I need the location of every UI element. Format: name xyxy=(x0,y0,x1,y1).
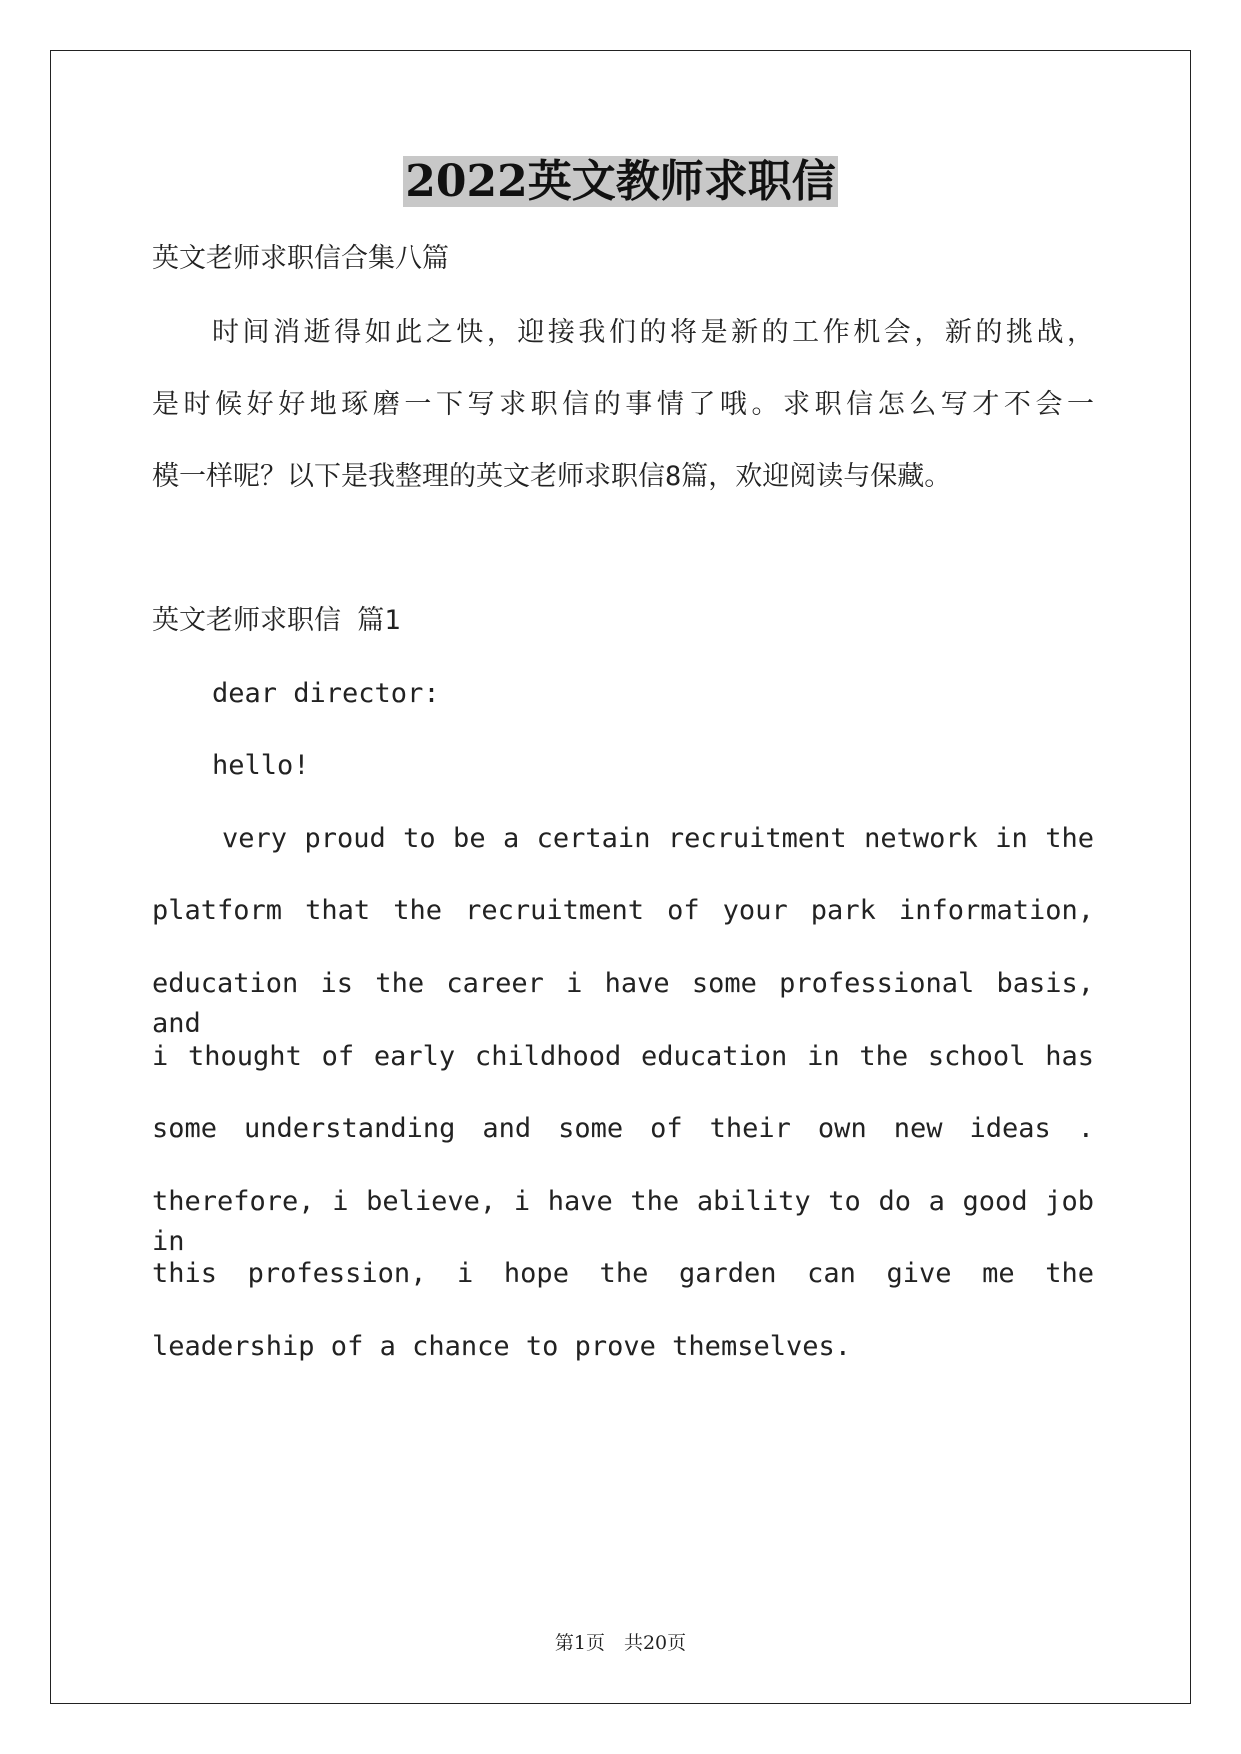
subtitle: 英文老师求职信合集八篇 xyxy=(152,243,449,274)
body-line-5: some understanding and some of their own new ideas . xyxy=(152,1113,1094,1144)
page-border xyxy=(50,50,1191,1704)
body-line-3: education is the career i have some professional basis, and xyxy=(152,968,1094,1039)
page-footer: 第1页 共20页 xyxy=(554,1632,687,1654)
intro-line-2: 是时候好好地琢磨一下写求职信的事情了哦。求职信怎么写才不会一 xyxy=(152,389,1094,420)
intro-line-1: 时间消逝得如此之快，迎接我们的将是新的工作机会，新的挑战， xyxy=(212,317,1094,348)
body-line-1: very proud to be a certain recruitment network in the xyxy=(222,823,1094,854)
greeting: hello! xyxy=(212,750,310,781)
section-heading: 英文老师求职信 篇1 xyxy=(152,605,401,636)
body-line-6: therefore, i believe, i have the ability to do a good job in xyxy=(152,1186,1094,1257)
body-line-7: this profession, i hope the garden can give me the xyxy=(152,1258,1094,1289)
body-line-8: leadership of a chance to prove themselves. xyxy=(152,1331,851,1362)
body-line-2: platform that the recruitment of your park information, xyxy=(152,895,1094,926)
intro-line-3: 模一样呢？以下是我整理的英文老师求职信8篇，欢迎阅读与保藏。 xyxy=(152,461,952,492)
document-title xyxy=(0,152,1241,212)
salutation: dear director: xyxy=(212,678,440,709)
body-line-4: i thought of early childhood education in the school has xyxy=(152,1041,1094,1072)
title-text: 2022英文教师求职信 xyxy=(405,156,836,207)
